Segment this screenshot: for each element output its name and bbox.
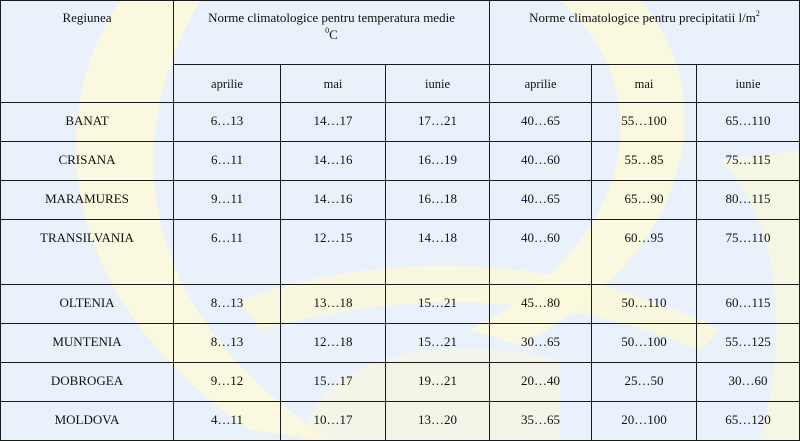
precip-mai: 55…85 <box>592 142 697 181</box>
precip-iunie: 75…110 <box>697 220 800 285</box>
temp-aprilie: 8…13 <box>174 285 281 324</box>
region-name: CRISANA <box>1 142 174 181</box>
precip-mai: 25…50 <box>592 363 697 402</box>
precip-aprilie: 40…65 <box>490 103 592 142</box>
temp-aprilie: 8…13 <box>174 324 281 363</box>
precip-aprilie: 40…60 <box>490 142 592 181</box>
precip-iunie: 55…125 <box>697 324 800 363</box>
temp-mai: 14…17 <box>281 103 386 142</box>
table-row <box>1 220 800 285</box>
precip-aprilie: 30…65 <box>490 324 592 363</box>
table-row <box>1 181 800 220</box>
precip-aprilie: 40…65 <box>490 181 592 220</box>
region-name: MOLDOVA <box>1 402 174 441</box>
temp-mai: 12…18 <box>281 324 386 363</box>
temp-iunie: 13…20 <box>386 402 490 441</box>
temp-iunie: 15…21 <box>386 285 490 324</box>
temp-mai: 10…17 <box>281 402 386 441</box>
squared-superscript: 2 <box>755 9 760 18</box>
precip-iunie: 75…115 <box>697 142 800 181</box>
precip-iunie: 30…60 <box>697 363 800 402</box>
temp-iunie: 19…21 <box>386 363 490 402</box>
temp-mai: 14…16 <box>281 142 386 181</box>
precip-month-iunie: iunie <box>697 65 800 103</box>
temp-iunie: 14…18 <box>386 220 490 285</box>
temp-month-mai: mai <box>281 65 386 103</box>
precipitation-header-label: Norme climatologice pentru precipitatii l/m <box>529 10 756 25</box>
table-row <box>1 103 800 142</box>
region-header: Regiunea <box>1 1 174 103</box>
precip-mai: 60…95 <box>592 220 697 285</box>
precip-mai: 65…90 <box>592 181 697 220</box>
precip-iunie: 65…120 <box>697 402 800 441</box>
temp-iunie: 17…21 <box>386 103 490 142</box>
precip-month-mai: mai <box>592 65 697 103</box>
temp-aprilie: 9…12 <box>174 363 281 402</box>
precip-iunie: 80…115 <box>697 181 800 220</box>
region-name: MARAMURES <box>1 181 174 220</box>
temp-mai: 12…15 <box>281 220 386 285</box>
temp-aprilie: 4…11 <box>174 402 281 441</box>
temperature-header-label: Norme climatologice pentru temperatura medie <box>208 10 455 25</box>
precip-mai: 55…100 <box>592 103 697 142</box>
table-row <box>1 285 800 324</box>
precip-aprilie: 20…40 <box>490 363 592 402</box>
temp-mai: 15…17 <box>281 363 386 402</box>
precip-mai: 50…110 <box>592 285 697 324</box>
temp-iunie: 15…21 <box>386 324 490 363</box>
precip-month-aprilie: aprilie <box>490 65 592 103</box>
precip-aprilie: 45…80 <box>490 285 592 324</box>
table-row <box>1 142 800 181</box>
table-row <box>1 324 800 363</box>
region-name: OLTENIA <box>1 285 174 324</box>
degree-superscript: 0 <box>325 26 330 35</box>
temp-aprilie: 6…11 <box>174 142 281 181</box>
precip-aprilie: 40…60 <box>490 220 592 285</box>
region-name: MUNTENIA <box>1 324 174 363</box>
temp-iunie: 16…18 <box>386 181 490 220</box>
table-row <box>1 363 800 402</box>
precip-iunie: 65…110 <box>697 103 800 142</box>
region-name: BANAT <box>1 103 174 142</box>
precipitation-header <box>490 1 800 65</box>
temperature-unit: C <box>329 27 338 42</box>
precip-iunie: 60…115 <box>697 285 800 324</box>
temp-mai: 13…18 <box>281 285 386 324</box>
temp-aprilie: 6…11 <box>174 220 281 285</box>
region-name: TRANSILVANIA <box>1 220 174 285</box>
table-row <box>1 402 800 441</box>
header-row <box>1 1 800 65</box>
temp-aprilie: 9…11 <box>174 181 281 220</box>
precip-aprilie: 35…65 <box>490 402 592 441</box>
precip-mai: 50…100 <box>592 324 697 363</box>
region-name: DOBROGEA <box>1 363 174 402</box>
temp-aprilie: 6…13 <box>174 103 281 142</box>
temp-iunie: 16…19 <box>386 142 490 181</box>
temp-mai: 14…16 <box>281 181 386 220</box>
precip-mai: 20…100 <box>592 402 697 441</box>
temp-month-iunie: iunie <box>386 65 490 103</box>
temperature-header <box>174 1 490 65</box>
temp-month-aprilie: aprilie <box>174 65 281 103</box>
